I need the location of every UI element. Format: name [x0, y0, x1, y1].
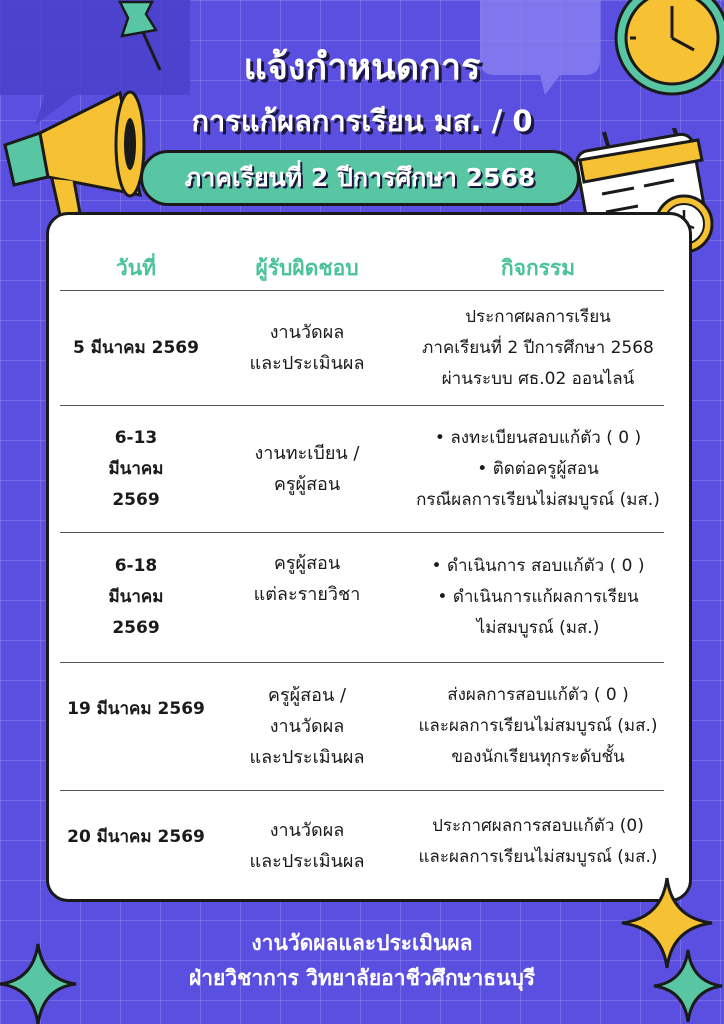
activity-line: ประกาศผลการเรียน — [465, 306, 611, 327]
activity-line: ภาคเรียนที่ 2 ปีการศึกษา 2568 — [422, 337, 654, 358]
row-3-responsible — [222, 534, 392, 624]
row-1-responsible — [222, 292, 392, 404]
activity-line: ประกาศผลการสอบแก้ตัว (0) — [432, 816, 644, 836]
page-subtitle: การแก้ผลการเรียน มส. / 0 — [191, 104, 533, 138]
row-1-activity — [390, 292, 686, 404]
date-line: 6-13 — [114, 427, 158, 448]
activity-bullet: • ลงทะเบียนสอบแก้ตัว ( 0 ) — [390, 423, 686, 454]
activity-bullet: • ดำเนินการแก้ผลการเรียน — [390, 582, 686, 613]
date-line: 2569 — [112, 489, 160, 510]
footer-department: งานวัดผลและประเมินผล — [251, 931, 473, 955]
date-line: 6-18 — [114, 556, 158, 576]
footer-institution: ฝ่ายวิชาการ วิทยาลัยอาชีวศึกษาธนบุรี — [188, 966, 536, 990]
activity-bullet: • ดำเนินการ สอบแก้ตัว ( 0 ) — [390, 551, 686, 582]
responsible-line: งานวัดผล — [269, 322, 345, 343]
column-header-date: วันที่ — [116, 256, 156, 280]
row-3-activity — [390, 534, 686, 661]
responsible-line: และประเมินผล — [249, 353, 365, 374]
column-header-activity: กิจกรรม — [500, 256, 576, 280]
row-divider — [60, 662, 664, 663]
row-3-date — [56, 534, 216, 661]
responsible-line: แต่ละรายวิชา — [253, 584, 361, 605]
row-4-date — [56, 664, 216, 754]
responsible-line: ครูผู้สอน / — [267, 685, 347, 706]
activity-line: ส่งผลการสอบแก้ตัว ( 0 ) — [447, 685, 629, 705]
responsible-line: งานทะเบียน / — [254, 443, 360, 464]
responsible-line: ครูผู้สอน — [273, 474, 341, 495]
row-1-date — [56, 292, 216, 404]
date-line: มีนาคม — [108, 458, 164, 479]
date-line: 19 มีนาคม 2569 — [67, 698, 205, 719]
page-title: แจ้งกำหนดการ — [243, 47, 481, 88]
activity-line: ของนักเรียนทุกระดับชั้น — [451, 747, 625, 767]
row-2-activity — [390, 407, 686, 531]
row-2-date — [56, 407, 216, 531]
row-divider — [60, 790, 664, 791]
row-2-responsible — [222, 407, 392, 531]
date-line: 5 มีนาคม 2569 — [73, 337, 199, 358]
responsible-line: งานวัดผล — [269, 820, 345, 841]
responsible-line: และประเมินผล — [249, 747, 365, 768]
row-4-responsible — [222, 664, 392, 789]
semester-badge: ภาคเรียนที่ 2 ปีการศึกษา 2568 — [140, 150, 580, 206]
activity-line: และผลการเรียนไม่สมบูรณ์ (มส.) — [418, 847, 658, 867]
row-5-responsible — [222, 792, 392, 900]
row-4-activity — [390, 664, 686, 789]
column-header-responsible: ผู้รับผิดชอบ — [255, 256, 359, 280]
row-5-date — [56, 792, 216, 882]
row-divider — [60, 532, 664, 533]
date-line: 2569 — [112, 618, 160, 638]
date-line: 20 มีนาคม 2569 — [67, 826, 205, 847]
responsible-line: และประเมินผล — [249, 851, 365, 872]
activity-bullet: • ติดต่อครูผู้สอน — [390, 454, 686, 485]
row-divider — [60, 290, 664, 291]
row-divider — [60, 405, 664, 406]
activity-line: กรณีผลการเรียนไม่สมบูรณ์ (มส.) — [416, 489, 660, 510]
responsible-line: ครูผู้สอน — [273, 553, 341, 574]
responsible-line: งานวัดผล — [269, 716, 345, 737]
activity-line: และผลการเรียนไม่สมบูรณ์ (มส.) — [418, 716, 658, 736]
date-line: มีนาคม — [108, 587, 164, 607]
activity-line: ผ่านระบบ ศธ.02 ออนไลน์ — [441, 368, 635, 389]
activity-line: ไม่สมบูรณ์ (มส.) — [476, 618, 600, 638]
